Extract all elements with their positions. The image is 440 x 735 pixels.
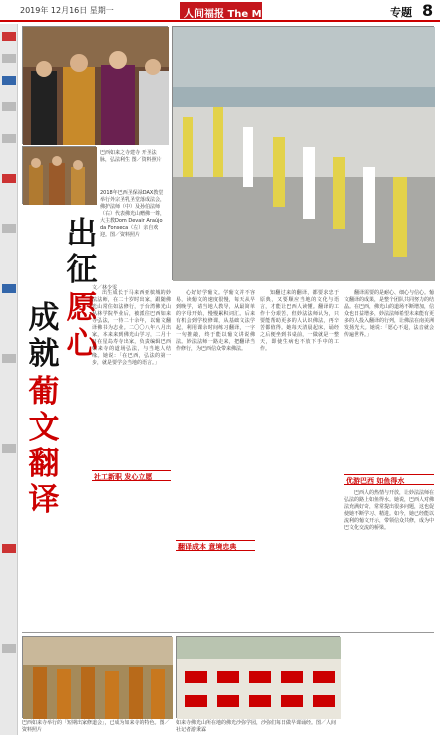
article-paragraph: 知翻过来的翻译，都要求忠于原典，又要顺应当地的文化与语言，才能让巴西人读懂。翻译的工作十分艰苦，但妙法法师认为，只要能帮助更多的人认识佛法，再辛苦都值得。她每天清晨起床，诵经之后便坐到书桌前，一做就是一整天，即使生病也不放下手中的工作。 xyxy=(260,290,339,352)
article-paragraph: 心好好学葡文。学葡文并不容易，读葡文的速度很慢，每天从早到晚学，请当地人教导，从最简单的字母开始，慢慢累积词汇。后来有机会到学校修课，从基础文法学起，利用课余时间练习翻译，一字一句推敲，终于能以葡文讲说佛法。妙法法师一路走来，把翻译当作修行，为巴西信众带来佛法。 xyxy=(176,290,255,352)
article-column-2 xyxy=(176,290,255,628)
caption-bottom-right: 如来寺佛光山所在地的佛光沙弥学园，沙弥们每日做早课诵经。图／人间社记者游秉霖 xyxy=(176,720,337,733)
subhead-3: 优游巴西 如鱼得水 xyxy=(344,474,434,485)
index-marker xyxy=(2,354,16,363)
photo-retreat-monks xyxy=(22,636,172,718)
section-label: 专题 xyxy=(390,6,412,19)
article-column-1 xyxy=(92,290,171,628)
subhead-2: 翻译成本 意境忠典 xyxy=(176,540,255,551)
index-marker xyxy=(2,224,16,233)
title-line-1-highlight: 愿心 xyxy=(66,290,98,362)
photo-image xyxy=(23,147,97,205)
article-paragraph: 出生成长于马来西亚槟城的妙法法师，在二十岁时出家，跟随佛光山常住如法修行，于台湾佛光山丛林学院毕业后，被派往巴西如来寺弘法，一待二十余年，以葡文翻译佛书为志业。二〇〇八年八月出家，本来来到佛光山学习，二月十日在星岛寿寺出家，负责编辑巴西如来寺的道场弘法，与当地人结缘。她说：「在巴西，弘法的第一步，就是要学会当地的语言。」 xyxy=(92,290,171,366)
article-title xyxy=(24,216,102,586)
newspaper-header xyxy=(0,0,440,22)
title-line-2-highlight: 葡文翻译 xyxy=(28,374,60,518)
newspaper-logo: 人间福报 The Merit Times xyxy=(180,2,262,19)
article-paragraph: 翻译需要的是耐心、细心与信心。葡文翻译的成果，是整个团队共同努力的结晶。在巴西，佛光山的道场不断增加，信众也日益增多，妙法法师希望未来能有更多的人投入翻译的行列，让佛法在南美洲发扬光大。她说：「愿心不退，法音就会传遍世界。」 xyxy=(344,290,435,338)
article-column-4 xyxy=(344,290,434,470)
photo-image xyxy=(23,637,173,719)
article-column-3 xyxy=(260,290,339,628)
index-marker xyxy=(2,444,16,453)
index-marker xyxy=(2,174,16,183)
caption-bottom-left: 巴西如来寺举行的「短期出家修道会」，已成为如来寺的特色。图／资料照片 xyxy=(22,720,170,733)
byline: 文／林少雯 xyxy=(92,285,118,291)
index-marker xyxy=(2,54,16,63)
article-column-5 xyxy=(344,490,434,630)
photo-image xyxy=(173,27,435,281)
subhead-1: 社工新职 发心立愿 xyxy=(92,470,171,481)
caption-top-left-visible: 2018年巴西圣保禄DAX教堂举行外宗圣乳圣堂落成法会，佛护法师（中）及孙伯法师（右）代表佛光山赠佛一尊，大主教Dom Devair Araújo da Fonseca（左）亲自欢迎。图／资料照片 xyxy=(100,190,166,238)
photo-parade-street xyxy=(172,26,434,280)
index-marker xyxy=(2,284,16,293)
index-marker xyxy=(2,76,16,85)
index-marker xyxy=(2,644,16,653)
photo-novices-chanting xyxy=(176,636,340,718)
index-marker xyxy=(2,134,16,143)
index-marker xyxy=(2,102,16,111)
page-index-sidebar xyxy=(0,24,18,735)
title-line-1: 出征 xyxy=(66,216,98,288)
photo-image xyxy=(177,637,341,719)
index-marker xyxy=(2,32,16,41)
photo-cathedral-ceremony xyxy=(22,26,168,144)
page-number: 8 xyxy=(422,1,434,20)
caption-middle-left: 巴西如来之寺建寺 开圣法脉，弘法利生 图／资料照片 xyxy=(100,150,162,163)
photo-monks-temple xyxy=(22,146,96,204)
article-paragraph: 巴西人的热情与开放，让妙法法师在弘法的路上如鱼得水。她说，巴西人对佛法充满好奇，常常提出很多问题，这也促使她不断学习、精进。如今，她已经能以流利的葡文开示，带领信众共修，成为中巴文化交流的桥梁。 xyxy=(344,490,435,531)
issue-date: 2019年 12月16日 星期一 xyxy=(20,6,114,15)
divider xyxy=(22,632,434,633)
photo-image xyxy=(23,27,169,145)
index-marker xyxy=(2,544,16,553)
title-line-2: 成就 xyxy=(28,300,60,372)
